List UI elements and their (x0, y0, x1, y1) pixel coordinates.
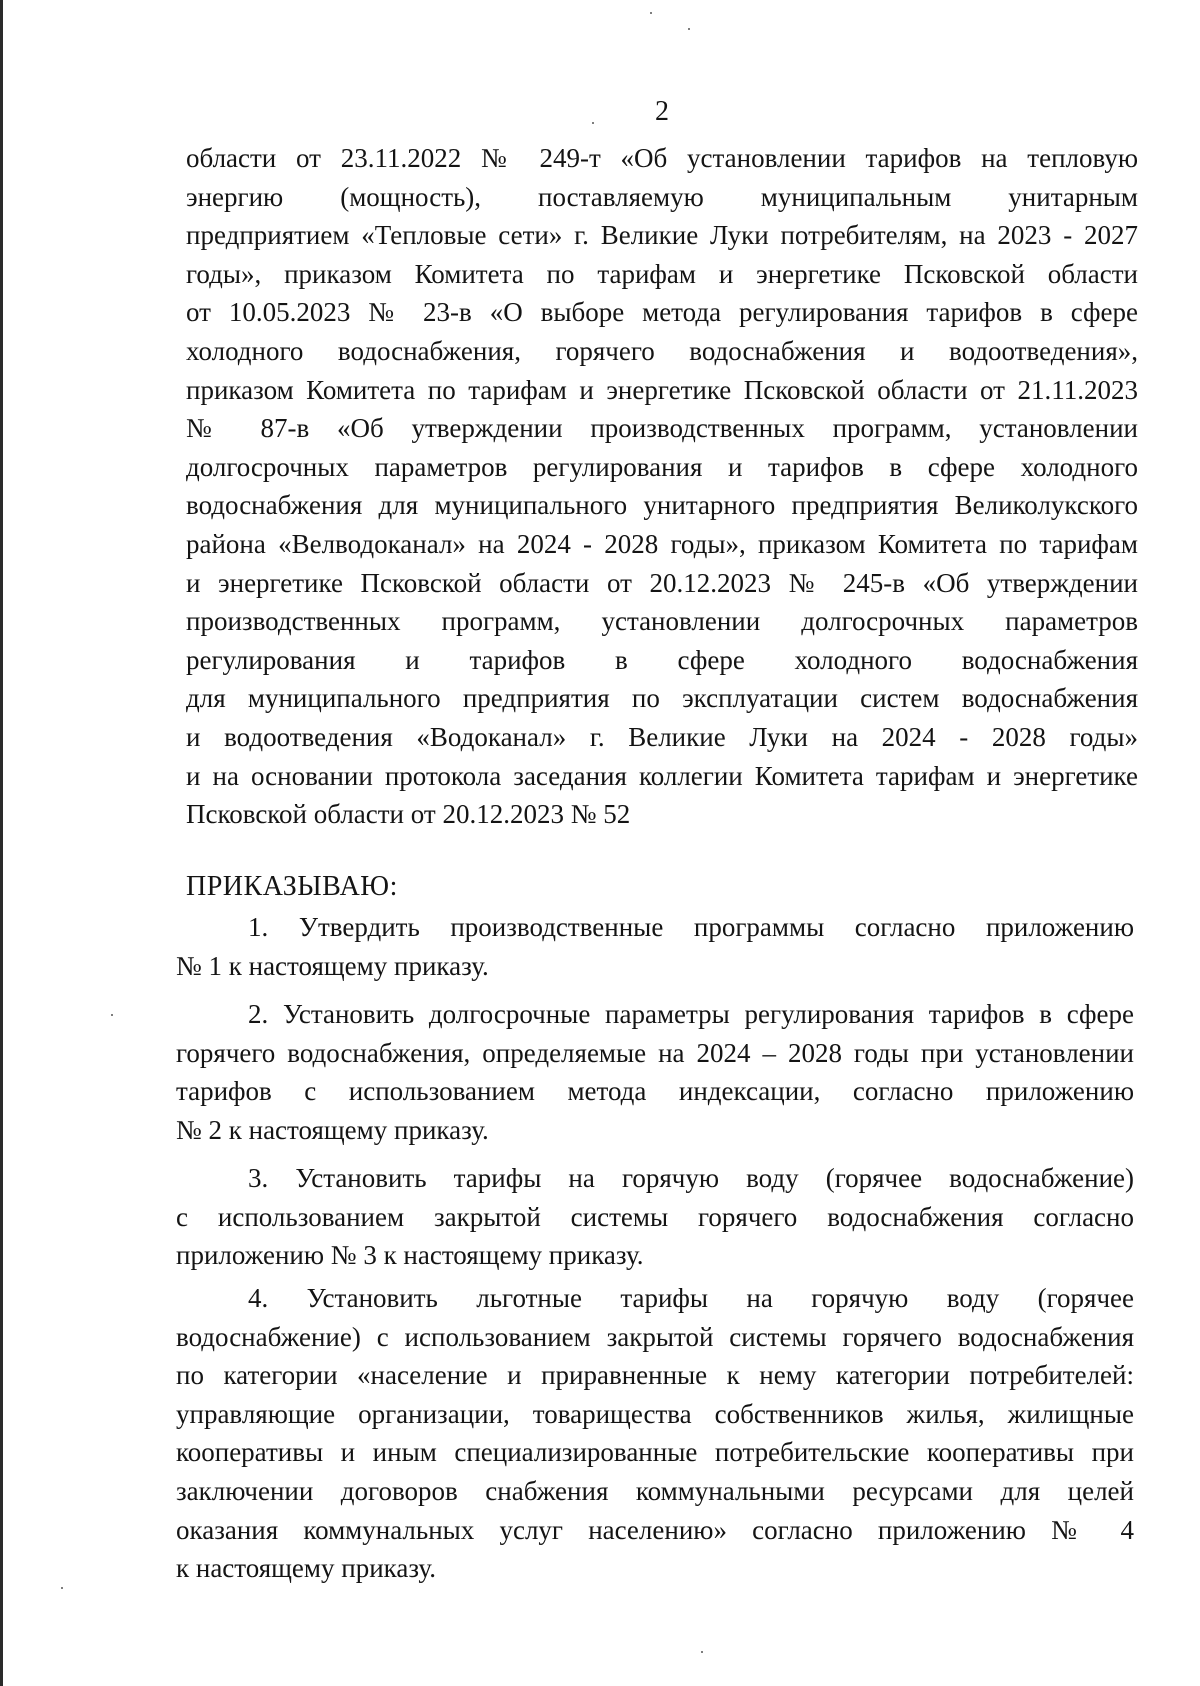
order-item-3 (176, 1159, 1134, 1275)
text-line: от 10.05.2023 № 23-в «О выборе метода регулирования тарифов в сфере (186, 297, 1138, 328)
text-line: водоснабжение) с использованием закрытой системы горячего водоснабжения (176, 1321, 1134, 1352)
text-line: предприятием «Тепловые сети» г. Великие Луки потребителям, на 2023 - 2027 (186, 220, 1138, 251)
text-line: водоснабжения для муниципального унитарного предприятия Великолукского (186, 490, 1138, 521)
text-line: и энергетике Псковской области от 20.12.2023 № 245-в «Об утверждении (186, 567, 1138, 598)
scan-speck (592, 122, 594, 124)
text-line: долгосрочных параметров регулирования и тарифов в сфере холодного (186, 451, 1138, 482)
text-line: № 87-в «Об утверждении производственных программ, установлении (186, 413, 1138, 444)
text-line: района «Велводоканал» на 2024 - 2028 годы», приказом Комитета по тарифам (186, 528, 1138, 559)
text-line: горячего водоснабжения, определяемые на 2024 – 2028 годы при установлении (176, 1037, 1134, 1068)
text-line: 2. Установить долгосрочные параметры регулирования тарифов в сфере (248, 999, 1134, 1029)
text-line: для муниципального предприятия по эксплуатации систем водоснабжения (186, 683, 1138, 714)
text-line: Псковской области от 20.12.2023 № 52 (186, 799, 631, 830)
text-line: оказания коммунальных услуг населению» согласно приложению № 4 (176, 1514, 1134, 1545)
text-line: № 2 к настоящему приказу. (176, 1114, 489, 1145)
page-number: 2 (655, 96, 669, 127)
text-line: приказом Комитета по тарифам и энергетике Псковской области от 21.11.2023 (186, 374, 1138, 405)
order-item-1 (176, 908, 1134, 985)
text-line: годы», приказом Комитета по тарифам и энергетике Псковской области (186, 258, 1138, 289)
order-heading: ПРИКАЗЫВАЮ: (186, 871, 398, 902)
text-line: области от 23.11.2022 № 249-т «Об установлении тарифов на тепловую (186, 143, 1138, 173)
text-line: заключении договоров снабжения коммунальными ресурсами для целей (176, 1475, 1134, 1506)
text-line: регулирования и тарифов в сфере холодного водоснабжения (186, 644, 1138, 675)
text-line: по категории «население и приравненные к нему категории потребителей: (176, 1360, 1134, 1391)
order-item-2 (176, 995, 1134, 1149)
text-line: производственных программ, установлении долгосрочных параметров (186, 606, 1138, 637)
text-line: энергию (мощность), поставляемую муниципальным унитарным (186, 181, 1138, 212)
text-line: 4. Установить льготные тарифы на горячую воду (горячее (248, 1283, 1134, 1313)
text-line: холодного водоснабжения, горячего водоснабжения и водоотведения», (186, 335, 1138, 366)
text-line: тарифов с использованием метода индексации, согласно приложению (176, 1076, 1134, 1107)
text-line: к настоящему приказу. (176, 1553, 436, 1584)
scan-left-edge (0, 0, 3, 1686)
text-line: 1. Утвердить производственные программы согласно приложению (248, 912, 1134, 942)
scan-speck (61, 1587, 63, 1589)
order-item-4 (176, 1279, 1134, 1588)
text-line: 3. Установить тарифы на горячую воду (горячее водоснабжение) (248, 1163, 1134, 1193)
text-line: кооперативы и иным специализированные потребительские кооперативы при (176, 1437, 1134, 1468)
scan-speck (701, 1651, 703, 1653)
text-line: приложению № 3 к настоящему приказу. (176, 1240, 644, 1271)
text-line: № 1 к настоящему приказу. (176, 950, 489, 981)
scan-speck (111, 1014, 113, 1016)
scan-speck (650, 12, 652, 14)
text-line: управляющие организации, товарищества собственников жилья, жилищные (176, 1398, 1134, 1429)
preamble-paragraph (186, 139, 1138, 834)
text-line: с использованием закрытой системы горячего водоснабжения согласно (176, 1201, 1134, 1232)
scan-speck (688, 28, 690, 30)
text-line: и водоотведения «Водоканал» г. Великие Луки на 2024 - 2028 годы» (186, 721, 1138, 752)
text-line: и на основании протокола заседания коллегии Комитета тарифам и энергетике (186, 760, 1138, 791)
